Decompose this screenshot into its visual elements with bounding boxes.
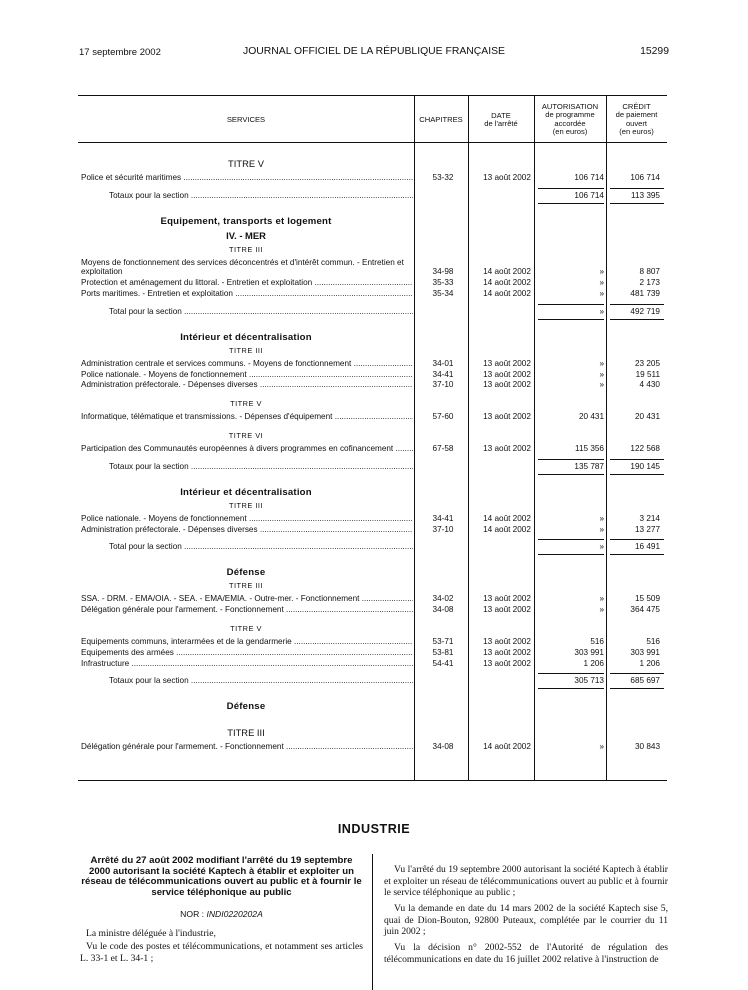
total-rule-top (610, 304, 664, 305)
date-cell: 13 août 2002 (483, 358, 531, 368)
row-label: Police nationale. - Moyens de fonctionnement ..... (81, 514, 413, 523)
total-label: Totaux pour la section ..... (109, 676, 413, 685)
cp-cell: 516 (646, 637, 660, 646)
ap-cell: 1 206 (583, 658, 604, 668)
section-title: TITRE V (230, 624, 262, 633)
paragraph: Vu la demande en date du 14 mars 2002 de la société Kaptech sise 5, quai de Dion-Bouton, 92800 Puteaux, complétée par le courrier du 11 juin 2002 ; (384, 903, 668, 938)
nor-label: NOR : (180, 909, 207, 919)
cp-cell: 20 431 (634, 412, 660, 422)
total-ap: » (599, 306, 604, 316)
page-number: 15299 (640, 46, 669, 57)
ap-cell: » (599, 267, 604, 277)
chapter-cell: 35-34 (432, 289, 454, 298)
total-rule-bottom (538, 554, 604, 555)
row-label: Ports maritimes. - Entretien et exploitation ..... (81, 289, 413, 298)
ap-cell: » (599, 524, 604, 534)
total-label: Total pour la section ..... (109, 307, 413, 316)
total-rule-bottom (610, 203, 664, 204)
journal-title: JOURNAL OFFICIEL DE LA RÉPUBLIQUE FRANÇAISE (243, 46, 505, 57)
ap-cell: » (599, 358, 604, 368)
cp-cell: 23 205 (634, 358, 660, 368)
date-cell: 13 août 2002 (483, 605, 531, 615)
date-cell: 14 août 2002 (483, 524, 531, 534)
row-label: Protection et aménagement du littoral. - Entretien et exploitation ..... (81, 278, 413, 287)
total-ap: 135 787 (574, 461, 604, 471)
chapter-cell: 53-71 (432, 637, 454, 646)
chapter-cell: 34-98 (432, 267, 454, 277)
total-ap: » (599, 542, 604, 552)
total-rule-top (538, 459, 604, 460)
date-cell: 13 août 2002 (483, 173, 531, 182)
date-cell: 13 août 2002 (483, 369, 531, 379)
chapter-cell: 37-10 (432, 524, 454, 534)
cp-cell: 30 843 (634, 742, 660, 752)
cp-cell: 122 568 (630, 444, 660, 453)
chapter-cell: 34-02 (432, 594, 454, 604)
date-cell: 14 août 2002 (483, 278, 531, 288)
total-rule-bottom (538, 688, 604, 689)
ap-cell: 516 (590, 637, 604, 646)
ap-cell: 115 356 (575, 444, 604, 453)
cp-cell: 106 714 (630, 173, 660, 182)
col-header-credit: CRÉDIT de paiement ouvert (en euros) (615, 102, 658, 137)
nor-reference (80, 909, 363, 919)
total-rule-top (538, 304, 604, 305)
total-label: Totaux pour la section ..... (109, 462, 413, 471)
col-header-chapitres: CHAPITRES (419, 115, 463, 124)
ministry-heading: Intérieur et décentralisation (180, 486, 312, 498)
date-cell: 13 août 2002 (483, 637, 531, 646)
ministry-heading: Défense (226, 567, 266, 579)
chapter-cell: 34-08 (432, 605, 454, 615)
row-label: Equipements communs, interarmées et de la gendarmerie ..... (81, 637, 413, 646)
credits-table (78, 95, 667, 781)
cp-cell: 13 277 (634, 524, 660, 534)
section-title: TITRE III (227, 727, 265, 739)
section-title: TITRE III (228, 581, 264, 591)
cp-cell: 2 173 (639, 278, 660, 288)
total-cp: 16 491 (634, 542, 660, 552)
ap-cell: » (599, 380, 604, 390)
ap-cell: » (599, 742, 604, 752)
chapter-cell: 34-41 (432, 513, 454, 523)
section-title: TITRE V (228, 158, 264, 169)
col-header-date: DATE de l'arrêté (484, 111, 518, 129)
chapter-cell: 35-33 (432, 278, 454, 288)
row-label: Délégation générale pour l'armement. - Fonctionnement ..... (81, 605, 413, 614)
ap-cell: » (599, 594, 604, 604)
ap-cell: » (599, 513, 604, 523)
col-header-services: SERVICES (226, 115, 266, 124)
chapter-cell: 67-58 (432, 444, 454, 453)
paragraph: Vu la décision n° 2002-552 de l'Autorité de régulation des télécommunications en date du 16 juillet 2002 relative à l'instruction de (384, 942, 668, 965)
ministry-heading: Equipement, transports et logement (160, 215, 332, 227)
header-rule (78, 142, 667, 143)
paragraph: Vu l'arrêté du 19 septembre 2000 autorisant la société Kaptech à établir et exploiter un réseau de télécommunications ouvert au public et à fournir le service téléphonique au public ; (384, 864, 668, 899)
ap-cell: 303 991 (574, 647, 604, 657)
subsection-heading: IV. - MER (226, 229, 266, 241)
paragraph: Vu le code des postes et télécommunications, et notamment ses articles L. 33-1 et L. 34-1 ; (80, 941, 363, 964)
total-rule-bottom (610, 688, 664, 689)
total-rule-top (538, 539, 604, 540)
cp-cell: 15 509 (634, 594, 660, 604)
row-label: Administration centrale et services communs. - Moyens de fonctionnement ..... (81, 359, 413, 368)
row-label: Administration préfectorale. - Dépenses diverses ..... (81, 380, 413, 389)
section-title: TITRE III (228, 244, 264, 254)
ap-cell: » (599, 369, 604, 379)
col-divider (468, 96, 469, 780)
col-divider (414, 96, 415, 780)
chapter-cell: 53-81 (432, 647, 454, 657)
nor-code: INDI0220202A (206, 909, 263, 919)
chapter-cell: 54-41 (432, 658, 454, 668)
row-label: Délégation générale pour l'armement. - Fonctionnement ..... (81, 742, 413, 751)
total-label: Totaux pour la section ..... (109, 191, 413, 200)
cp-cell: 4 430 (639, 380, 660, 390)
col-divider (606, 96, 607, 780)
total-rule-bottom (610, 554, 664, 555)
cp-cell: 303 991 (630, 647, 660, 657)
ministry-heading: Défense (226, 701, 266, 713)
row-label: Administration préfectorale. - Dépenses diverses ..... (81, 525, 413, 534)
ap-cell: » (599, 605, 604, 615)
date-cell: 14 août 2002 (483, 742, 531, 752)
cp-cell: 3 214 (639, 513, 660, 523)
total-cp: 685 697 (630, 676, 660, 686)
row-label: Moyens de fonctionnement des services déconcentrés et d'intérêt commun. - Entretien et exploitation (81, 257, 404, 277)
row-label: Equipements des armées ..... (81, 648, 413, 657)
date-cell: 13 août 2002 (483, 412, 531, 422)
section-heading: INDUSTRIE (337, 822, 411, 836)
total-rule-bottom (538, 203, 604, 204)
column-separator (372, 854, 373, 990)
row-label: Participation des Communautés européennes à divers programmes en cofinancement ..... (81, 444, 413, 453)
chapter-cell: 34-01 (432, 358, 454, 368)
arrete-title: Arrêté du 27 août 2002 modifiant l'arrêté du 19 septembre 2000 autorisant la société Kaptech à établir et exploiter un réseau de télécommunications ouvert au public et à fournir le service téléphonique au public (81, 855, 362, 898)
cp-cell: 1 206 (639, 658, 660, 668)
section-title: TITRE VI (228, 431, 264, 440)
ap-cell: 106 714 (574, 173, 604, 182)
date-cell: 14 août 2002 (483, 289, 531, 298)
section-title: TITRE III (228, 345, 264, 355)
cp-cell: 8 807 (639, 267, 660, 277)
paragraph: La ministre déléguée à l'industrie, (86, 928, 216, 939)
cp-cell: 481 739 (630, 289, 660, 298)
row-label: Informatique, télématique et transmissions. - Dépenses d'équipement ..... (81, 412, 413, 421)
total-rule-top (538, 673, 604, 674)
row-label: Police nationale. - Moyens de fonctionnement ..... (81, 370, 413, 379)
date-cell: 13 août 2002 (483, 444, 531, 453)
chapter-cell: 34-08 (432, 742, 454, 752)
chapter-cell: 37-10 (432, 380, 454, 390)
date-cell: 14 août 2002 (483, 513, 531, 523)
total-rule-top (538, 188, 604, 189)
cp-cell: 19 511 (635, 369, 660, 379)
total-rule-bottom (538, 474, 604, 475)
total-rule-top (610, 459, 664, 460)
total-cp: 113 395 (631, 190, 660, 200)
date-cell: 13 août 2002 (483, 647, 531, 657)
chapter-cell: 34-41 (432, 369, 454, 379)
header-date: 17 septembre 2002 (79, 47, 161, 58)
section-title: TITRE III (228, 500, 264, 510)
chapter-cell: 57-60 (432, 412, 454, 422)
col-header-autorisation: AUTORISATION de programme accordée (en euros) (541, 102, 599, 137)
total-rule-bottom (610, 474, 664, 475)
row-label: Police et sécurité maritimes ..... (81, 173, 413, 182)
ap-cell: » (599, 289, 604, 298)
date-cell: 14 août 2002 (483, 267, 531, 277)
ap-cell: » (599, 278, 604, 288)
total-ap: 305 713 (574, 676, 604, 686)
total-rule-top (610, 673, 664, 674)
ap-cell: 20 431 (578, 412, 604, 422)
total-ap: 106 714 (574, 190, 604, 200)
total-label: Total pour la section ..... (109, 542, 413, 551)
date-cell: 13 août 2002 (483, 658, 531, 668)
total-rule-top (610, 188, 664, 189)
row-label: SSA. - DRM. - EMA/OIA. - SEA. - EMA/EMIA. - Outre-mer. - Fonctionnement ..... (81, 594, 413, 603)
date-cell: 13 août 2002 (483, 380, 531, 390)
ministry-heading: Intérieur et décentralisation (180, 331, 312, 343)
total-cp: 492 719 (630, 306, 660, 316)
total-rule-bottom (538, 319, 604, 320)
total-rule-bottom (610, 319, 664, 320)
total-rule-top (610, 539, 664, 540)
date-cell: 13 août 2002 (483, 594, 531, 604)
chapter-cell: 53-32 (432, 173, 454, 182)
total-cp: 190 145 (630, 461, 660, 471)
section-title: TITRE V (230, 399, 262, 409)
cp-cell: 364 475 (630, 605, 660, 615)
row-label: Infrastructure ..... (81, 659, 413, 668)
